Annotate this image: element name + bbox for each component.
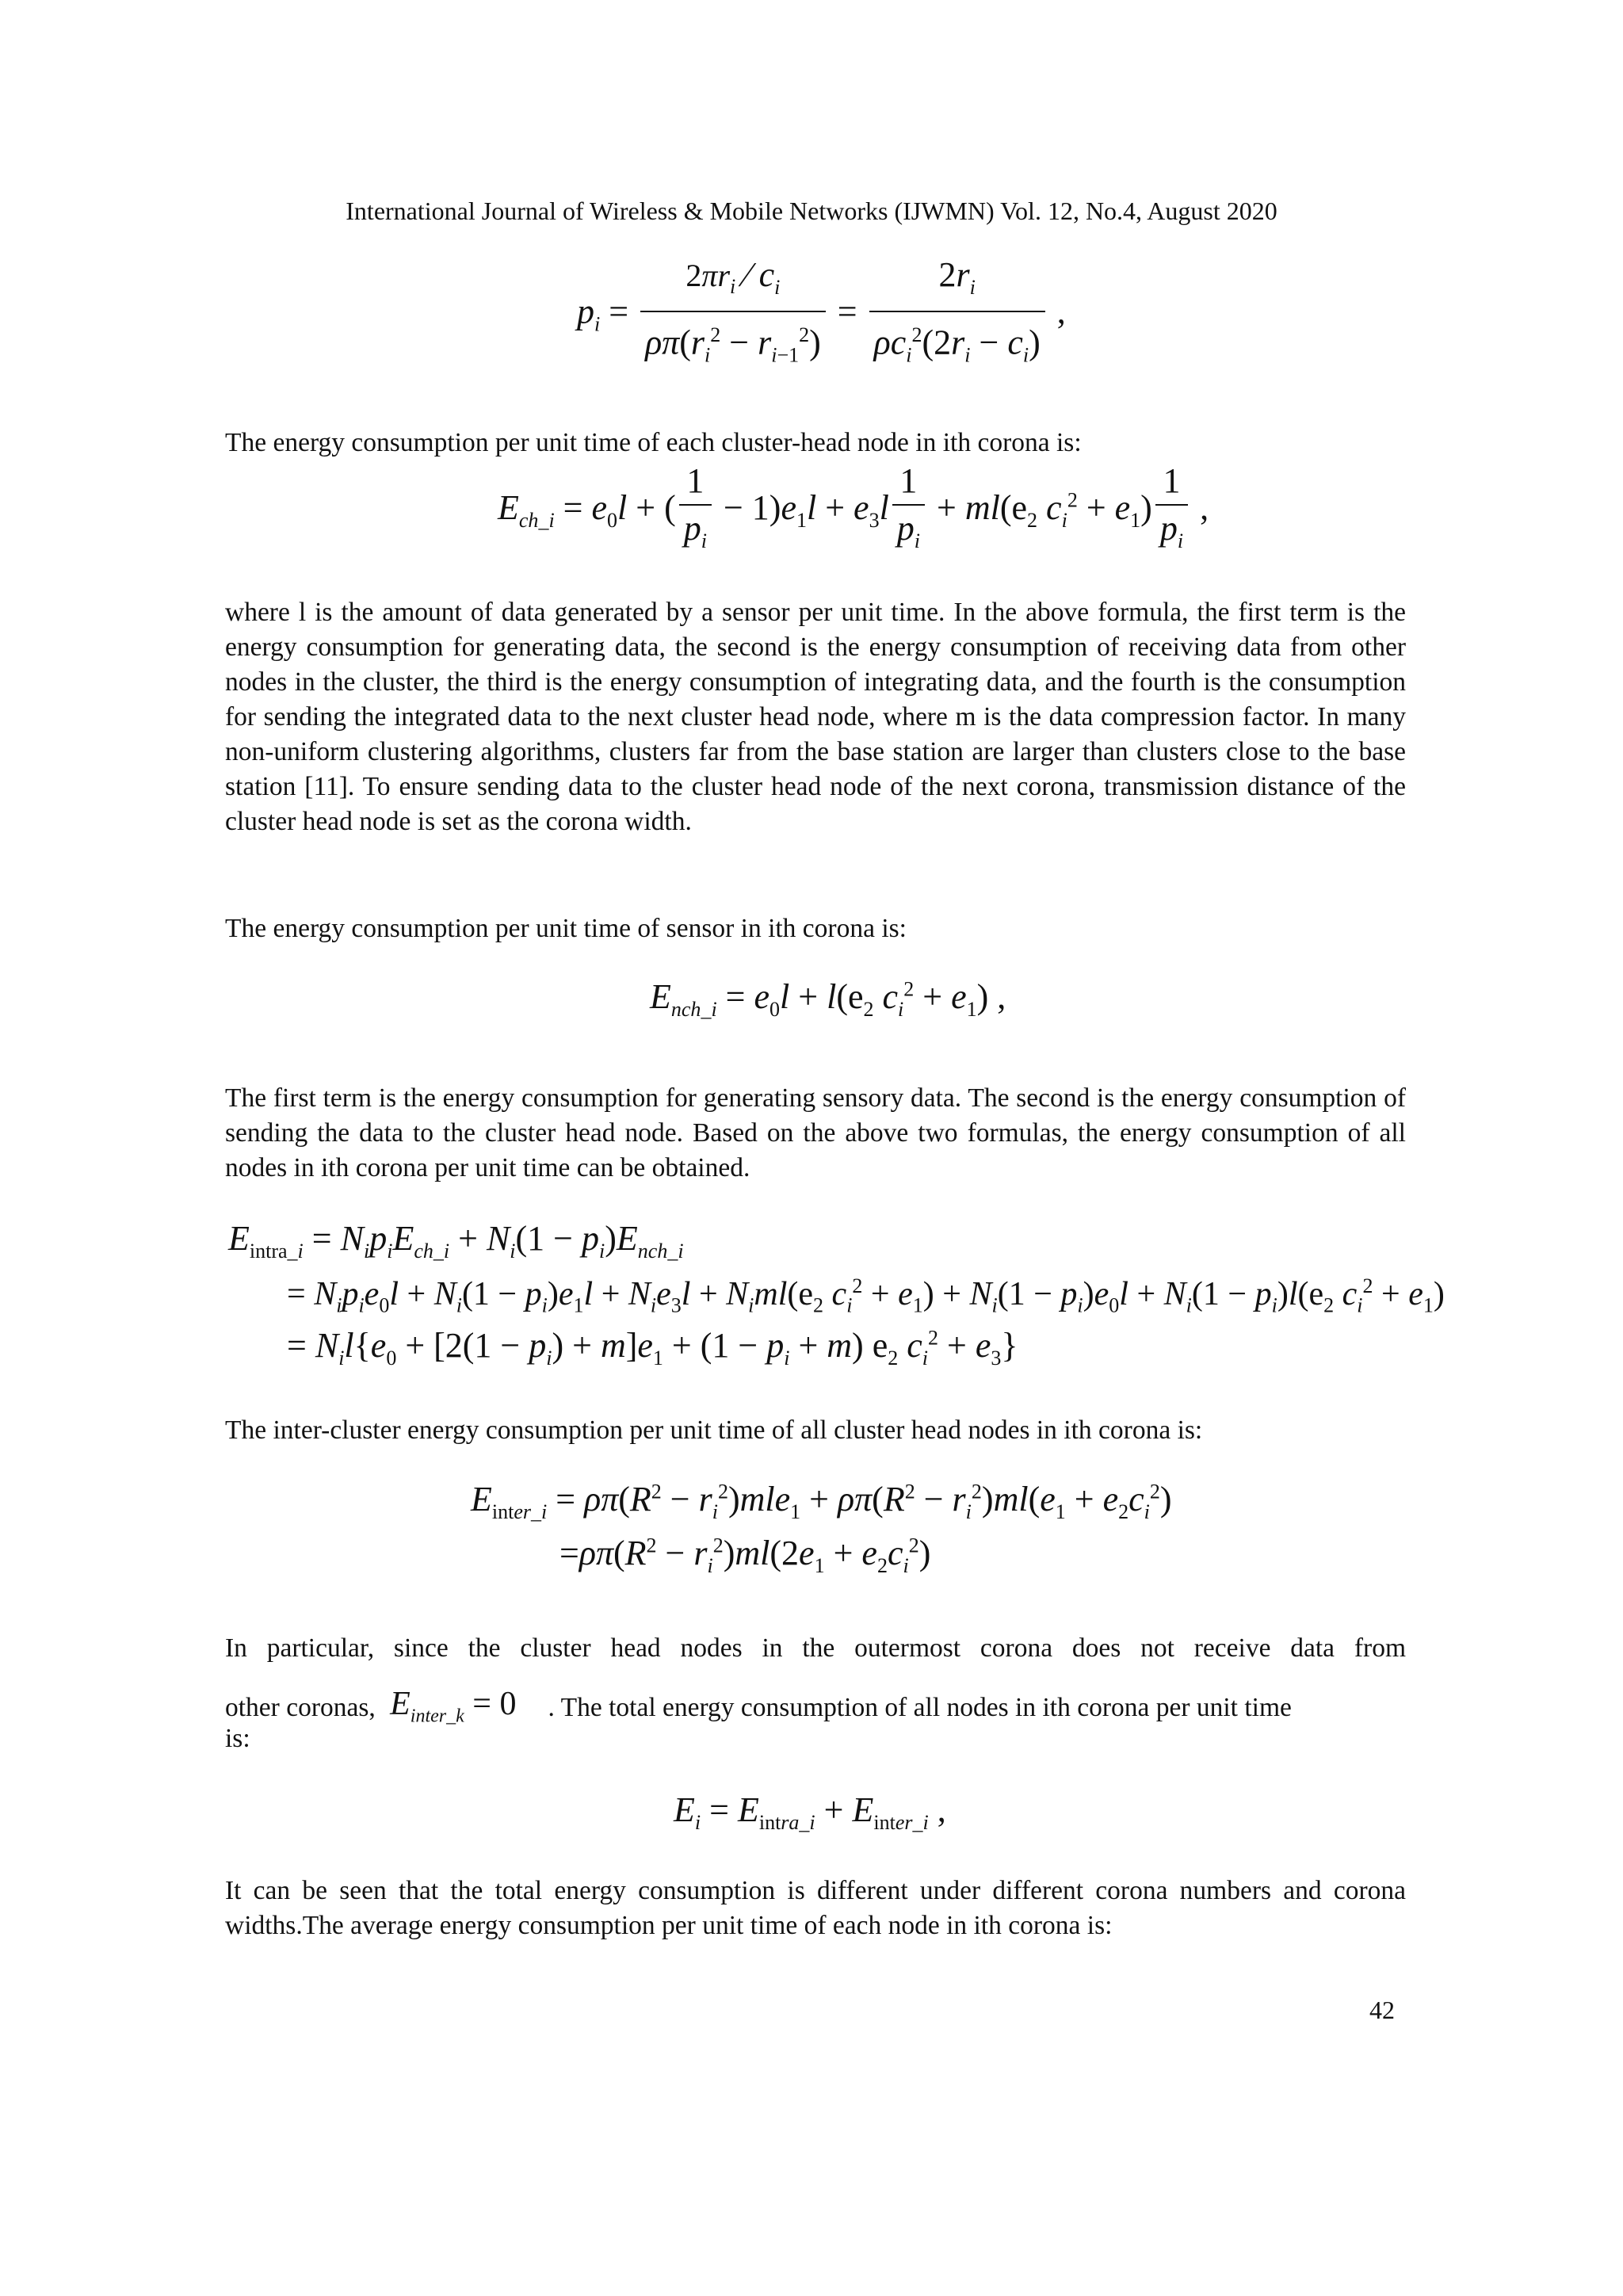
paragraph-6b-line <box>225 1687 1292 1733</box>
equation-einter-k: $E_{inter\_k} = 0$ <box>390 1686 517 1727</box>
equation-enchi: $E_{nch\_i} = e_0l + l(e_2$ $c_i^2 + e_1$) , <box>650 977 1006 1021</box>
paragraph-5: The inter-cluster energy consumption per unit time of all cluster head nodes in ith corona is: <box>225 1415 1203 1445</box>
paragraph-6a: In particular, since the cluster head nodes in the outermost corona does not receive data from <box>225 1633 1406 1663</box>
equation-ei: $E_i = E_{intra\_i} + E_{inter\_i}$ , <box>674 1790 946 1834</box>
paragraph-6d: is: <box>225 1724 250 1753</box>
paragraph-4: The first term is the energy consumption for generating sensory data. The second is the energy consumption of sending the data to the cluster head node. Based on the above two formulas, the energy consumption of all nodes in ith corona per unit time can be obtained. <box>225 1083 1406 1182</box>
equation-eintra-line-2: = $N_ip_ie_0l + N_i(1 - p_i)e_1l + N_ie_3l + N_iml(e_2$ $c_i^2 + e_1) + N_i(1 - p_i)e_0l + N_i(1 - p_i)l(e_2$ $c_i^2 + e_1$) <box>287 1274 1445 1317</box>
paragraph-2: where l is the amount of data generated by a sensor per unit time. In the above formula, the first term is the energy consumption for generating data, the second is the energy consumption of receiving data from other nodes in the cluster, the third is the energy consumption of integrating data, and the fourth is the consumption for sending the integrated data to the next cluster head node, where m is the data compression factor. In many non-uniform clustering algorithms, clusters far from the base station are larger than clusters close to the base station [11]. To ensure sending data to the cluster head node of the next corona, transmission distance of the cluster head node is set as the corona width. <box>225 598 1406 836</box>
paragraph-6c: . The total energy consumption of all nodes in ith corona per unit time <box>548 1693 1292 1722</box>
equation-einter-line-1: $E_{inter\_i} = \rho\pi(R^2 - r_i^2)mle_1 + \rho\pi(R^2 - r_i^2)ml(e_1 + e_2c_i^2)$ <box>471 1480 1172 1523</box>
paragraph-7: It can be seen that the total energy consumption is different under different corona numbers and corona widths.The average energy consumption per unit time of each node in ith corona is: <box>225 1876 1406 1940</box>
equation-einter-line-2: $=\rho\pi(R^2 - r_i^2)ml(2e_1 + e_2c_i^2)$ <box>559 1534 931 1577</box>
equation-eintra-line-1: $E_{intra\_i} = N_ip_iE_{ch\_i} + N_i(1 - p_i)E_{nch\_i}$ <box>228 1219 684 1263</box>
paragraph-6b: other coronas, <box>225 1693 376 1722</box>
equation-eintra-line-3: = $N_il\{e_0 + [2(1 - p_i) + m]e_1 + (1 - p_i + m)$ $e_2$ $c_i^2 + e_3$} <box>287 1326 1018 1370</box>
paragraph-3: The energy consumption per unit time of sensor in ith corona is: <box>225 914 907 943</box>
equation-ech: $E_{ch\_i} = e_0l$ + ( $\frac{1}{p_i}$ − $1)e_1l + e_3l$ $\frac{1}{p_i}$ + $ml(e_2$ $c_i^2 + e_1$) $\frac{1}{p_i}$ , <box>498 458 1209 564</box>
page-number: 42 <box>1369 1996 1395 2024</box>
journal-header: International Journal of Wireless & Mobile Networks (IJWMN) Vol. 12, No.4, August 2020 <box>346 197 1277 225</box>
equation-pi: $p_i$ = $\frac{2\pi r_i ⁄ c_i}{\rho\pi(r_i^2 - r_{i-1}^2)}$ = $\frac{2r_i}{\rho c_i^2(2r_i - c_i)}$ , <box>577 252 1066 378</box>
paragraph-1: The energy consumption per unit time of each cluster-head node in ith corona is: <box>225 428 1082 457</box>
